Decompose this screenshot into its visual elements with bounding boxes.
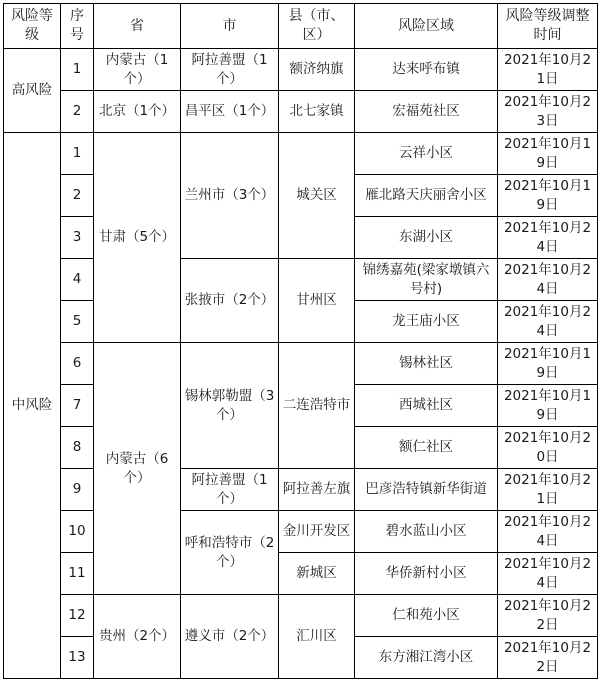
adjust-time-cell: 2021年10月22日 bbox=[498, 637, 598, 679]
city-cell: 锡林郭勒盟（3个） bbox=[181, 343, 279, 469]
risk-area-cell: 达来呼布镇 bbox=[355, 49, 498, 91]
risk-area-cell: 云祥小区 bbox=[355, 133, 498, 175]
row-number: 12 bbox=[61, 595, 94, 637]
county-cell: 二连浩特市 bbox=[279, 343, 355, 469]
province-cell: 内蒙古（1个） bbox=[94, 49, 181, 91]
row-number: 2 bbox=[61, 175, 94, 217]
province-cell: 内蒙古（6个） bbox=[94, 343, 181, 595]
adjust-time-cell: 2021年10月24日 bbox=[498, 259, 598, 301]
city-cell: 昌平区（1个） bbox=[181, 91, 279, 133]
county-cell: 阿拉善左旗 bbox=[279, 469, 355, 511]
county-cell: 新城区 bbox=[279, 553, 355, 595]
header-number: 序号 bbox=[61, 4, 94, 49]
adjust-time-cell: 2021年10月21日 bbox=[498, 49, 598, 91]
row-number: 13 bbox=[61, 637, 94, 679]
adjust-time-cell: 2021年10月19日 bbox=[498, 133, 598, 175]
row-number: 9 bbox=[61, 469, 94, 511]
risk-level-medium: 中风险 bbox=[4, 133, 61, 679]
city-cell: 阿拉善盟（1个） bbox=[181, 49, 279, 91]
risk-area-cell: 华侨新村小区 bbox=[355, 553, 498, 595]
risk-level-high: 高风险 bbox=[4, 49, 61, 133]
table-row bbox=[4, 343, 598, 385]
risk-area-table bbox=[3, 3, 598, 679]
table-row bbox=[4, 49, 598, 91]
county-cell: 金川开发区 bbox=[279, 511, 355, 553]
risk-area-cell: 雁北路天庆丽舍小区 bbox=[355, 175, 498, 217]
row-number: 10 bbox=[61, 511, 94, 553]
adjust-time-cell: 2021年10月19日 bbox=[498, 175, 598, 217]
row-number: 5 bbox=[61, 301, 94, 343]
header-risk-level: 风险等级 bbox=[4, 4, 61, 49]
adjust-time-cell: 2021年10月20日 bbox=[498, 427, 598, 469]
row-number: 6 bbox=[61, 343, 94, 385]
row-number: 2 bbox=[61, 91, 94, 133]
table-row bbox=[4, 133, 598, 175]
adjust-time-cell: 2021年10月24日 bbox=[498, 553, 598, 595]
adjust-time-cell: 2021年10月22日 bbox=[498, 595, 598, 637]
adjust-time-cell: 2021年10月21日 bbox=[498, 469, 598, 511]
row-number: 1 bbox=[61, 133, 94, 175]
risk-area-cell: 锦绣嘉苑(梁家墩镇六号村) bbox=[355, 259, 498, 301]
adjust-time-cell: 2021年10月23日 bbox=[498, 91, 598, 133]
header-province: 省 bbox=[94, 4, 181, 49]
risk-area-cell: 额仁社区 bbox=[355, 427, 498, 469]
header-risk-area: 风险区域 bbox=[355, 4, 498, 49]
row-number: 4 bbox=[61, 259, 94, 301]
city-cell: 呼和浩特市（2个） bbox=[181, 511, 279, 595]
header-adjust-time: 风险等级调整时间 bbox=[498, 4, 598, 49]
county-cell: 北七家镇 bbox=[279, 91, 355, 133]
province-cell: 北京（1个） bbox=[94, 91, 181, 133]
header-row bbox=[4, 4, 598, 49]
row-number: 8 bbox=[61, 427, 94, 469]
table-row bbox=[4, 553, 598, 595]
table-row bbox=[4, 259, 598, 301]
city-cell: 阿拉善盟（1个） bbox=[181, 469, 279, 511]
risk-area-cell: 巴彦浩特镇新华街道 bbox=[355, 469, 498, 511]
risk-area-cell: 仁和苑小区 bbox=[355, 595, 498, 637]
risk-area-cell: 锡林社区 bbox=[355, 343, 498, 385]
adjust-time-cell: 2021年10月24日 bbox=[498, 301, 598, 343]
row-number: 3 bbox=[61, 217, 94, 259]
table-row bbox=[4, 511, 598, 553]
city-cell: 兰州市（3个） bbox=[181, 133, 279, 259]
row-number: 7 bbox=[61, 385, 94, 427]
header-city: 市 bbox=[181, 4, 279, 49]
table-row bbox=[4, 91, 598, 133]
row-number: 1 bbox=[61, 49, 94, 91]
risk-area-cell: 东方湘江湾小区 bbox=[355, 637, 498, 679]
adjust-time-cell: 2021年10月24日 bbox=[498, 217, 598, 259]
county-cell: 甘州区 bbox=[279, 259, 355, 343]
row-number: 11 bbox=[61, 553, 94, 595]
risk-area-cell: 宏福苑社区 bbox=[355, 91, 498, 133]
county-cell: 额济纳旗 bbox=[279, 49, 355, 91]
risk-area-cell: 碧水蓝山小区 bbox=[355, 511, 498, 553]
adjust-time-cell: 2021年10月19日 bbox=[498, 343, 598, 385]
province-cell: 甘肃（5个） bbox=[94, 133, 181, 343]
header-county: 县（市、区） bbox=[279, 4, 355, 49]
adjust-time-cell: 2021年10月19日 bbox=[498, 385, 598, 427]
risk-area-cell: 东湖小区 bbox=[355, 217, 498, 259]
county-cell: 汇川区 bbox=[279, 595, 355, 679]
county-cell: 城关区 bbox=[279, 133, 355, 259]
risk-area-cell: 龙王庙小区 bbox=[355, 301, 498, 343]
adjust-time-cell: 2021年10月24日 bbox=[498, 511, 598, 553]
table-row bbox=[4, 469, 598, 511]
city-cell: 遵义市（2个） bbox=[181, 595, 279, 679]
province-cell: 贵州（2个） bbox=[94, 595, 181, 679]
city-cell: 张掖市（2个） bbox=[181, 259, 279, 343]
risk-area-cell: 西城社区 bbox=[355, 385, 498, 427]
table-row bbox=[4, 595, 598, 637]
